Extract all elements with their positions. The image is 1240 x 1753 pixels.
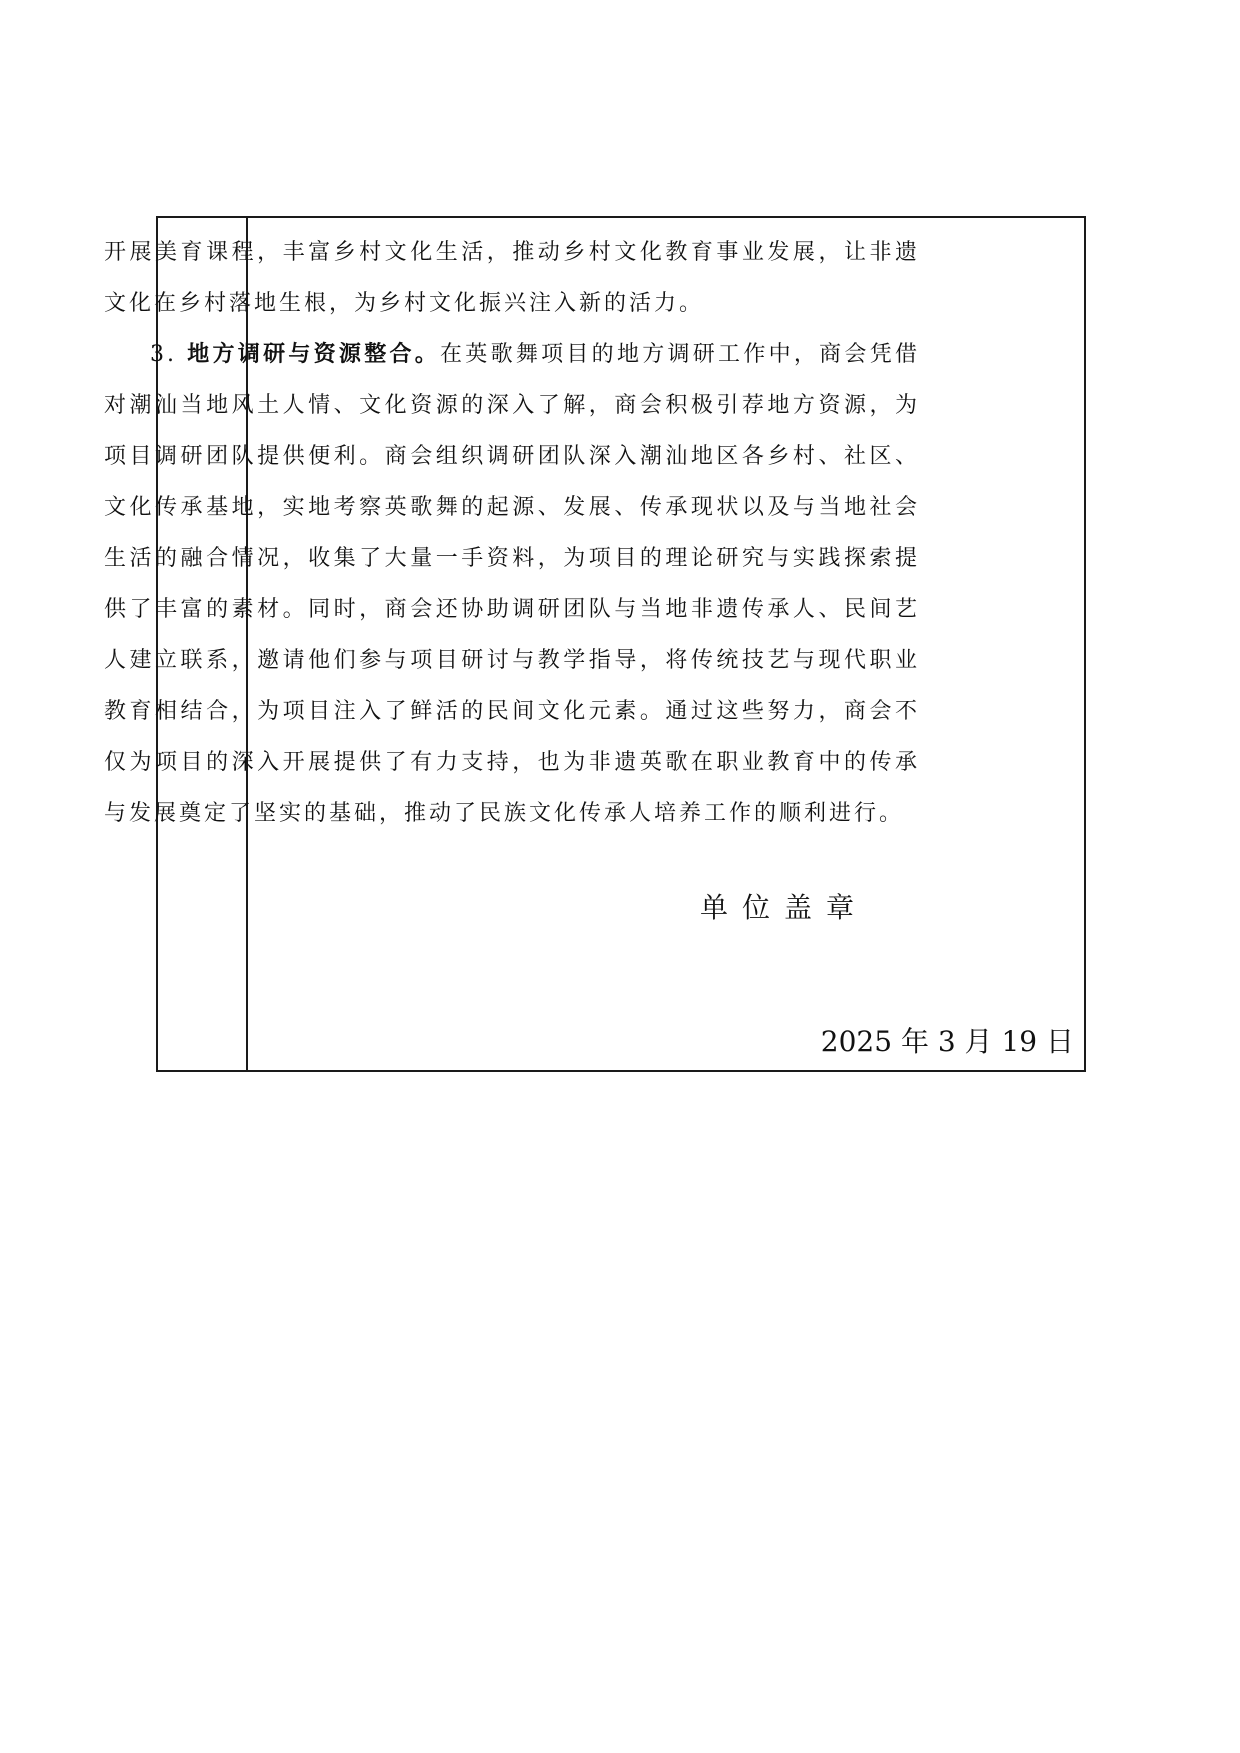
paragraph-continued: 开展美育课程，丰富乡村文化生活，推动乡村文化教育事业发展，让非遗文化在乡村落地生根，为乡村文化振兴注入新的活力。 — [104, 240, 920, 316]
paragraph-heading: 地方调研与资源整合。 — [187, 341, 441, 367]
paragraph-number: 3. — [150, 342, 177, 367]
paragraph-body: 在英歌舞项目的地方调研工作中，商会凭借对潮汕当地风土人情、文化资源的深入了解，商会积极引荐地方资源，为项目调研团队提供便利。商会组织调研团队深入潮汕地区各乡村、社区、文化传承基地，实地考察英歌舞的起源、发展、传承现状以及与当地社会生活的融合情况，收集了大量一手资料，为项目的理论研究与实践探索提供了丰富的素材。同时，商会还协助调研团队与当地非遗传承人、民间艺人建立联系，邀请他们参与项目研讨与教学指导，将传统技艺与现代职业教育相结合，为项目注入了鲜活的民间文化元素。通过这些努力，商会不仅为项目的深入开展提供了有力支持，也为非遗英歌在职业教育中的传承与发展奠定了坚实的基础，推动了民族文化传承人培养工作的顺利进行。 — [104, 342, 920, 826]
signature-date: 2025 年 3 月 19 日 — [820, 1025, 1074, 1058]
paragraph-resource-integration — [104, 329, 920, 839]
unit-stamp-label: 单位盖章 — [700, 891, 869, 924]
